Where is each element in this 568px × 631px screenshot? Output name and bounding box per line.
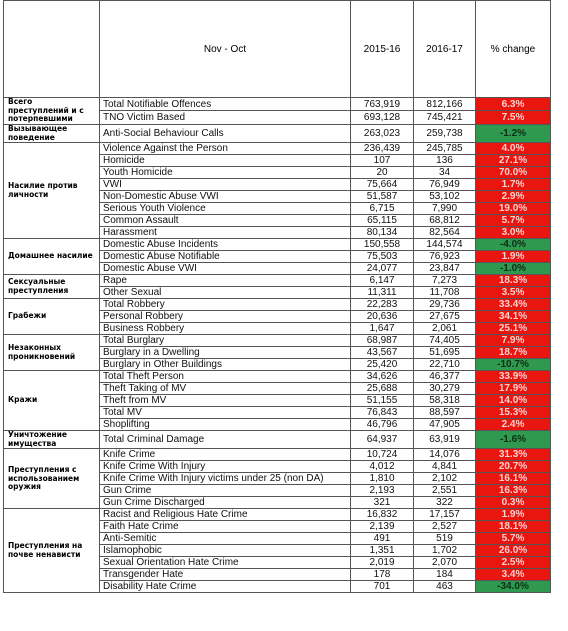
category-label: Преступления на почве ненависти: [4, 509, 100, 593]
value-2016-17: 745,421: [414, 111, 476, 124]
value-2015-16: 2,193: [351, 485, 414, 497]
value-2015-16: 46,796: [351, 419, 414, 431]
metric-name: Knife Crime With Injury: [100, 461, 351, 473]
value-2016-17: 46,377: [414, 371, 476, 383]
value-2015-16: 763,919: [351, 98, 414, 111]
value-2016-17: 812,166: [414, 98, 476, 111]
metric-name: Total MV: [100, 407, 351, 419]
percent-change: -1.2%: [476, 124, 551, 142]
value-2015-16: 1,647: [351, 323, 414, 335]
percent-change: 3.4%: [476, 569, 551, 581]
percent-change: 19.0%: [476, 203, 551, 215]
metric-name: Homicide: [100, 155, 351, 167]
value-2016-17: 76,923: [414, 251, 476, 263]
table-row: [4, 335, 551, 347]
category-label: Всего преступлений и с потерпевшими: [4, 98, 100, 125]
category-label: Грабежи: [4, 299, 100, 335]
value-2015-16: 491: [351, 533, 414, 545]
percent-change: 2.4%: [476, 419, 551, 431]
value-2015-16: 80,134: [351, 227, 414, 239]
value-2015-16: 6,715: [351, 203, 414, 215]
metric-name: Personal Robbery: [100, 311, 351, 323]
value-2016-17: 184: [414, 569, 476, 581]
metric-name: Total Notifiable Offences: [100, 98, 351, 111]
table-row: [4, 98, 551, 111]
percent-change: 18.7%: [476, 347, 551, 359]
value-2016-17: 7,273: [414, 275, 476, 287]
metric-name: Theft from MV: [100, 395, 351, 407]
percent-change: 18.1%: [476, 521, 551, 533]
metric-name: Domestic Abuse Notifiable: [100, 251, 351, 263]
value-2016-17: 144,574: [414, 239, 476, 251]
metric-name: Harassment: [100, 227, 351, 239]
percent-change: 16.3%: [476, 485, 551, 497]
category-label: Незаконных проникновений: [4, 335, 100, 371]
category-label: Вызывающее поведение: [4, 124, 100, 142]
metric-name: Anti-Social Behaviour Calls: [100, 124, 351, 142]
metric-name: Transgender Hate: [100, 569, 351, 581]
table-row: [4, 371, 551, 383]
percent-change: 31.3%: [476, 449, 551, 461]
metric-name: Faith Hate Crime: [100, 521, 351, 533]
value-2015-16: 75,664: [351, 179, 414, 191]
metric-name: Total Criminal Damage: [100, 431, 351, 449]
value-2016-17: 58,318: [414, 395, 476, 407]
percent-change: 7.5%: [476, 111, 551, 124]
value-2016-17: 1,702: [414, 545, 476, 557]
value-2016-17: 7,990: [414, 203, 476, 215]
value-2016-17: 29,736: [414, 299, 476, 311]
value-2015-16: 76,843: [351, 407, 414, 419]
value-2016-17: 136: [414, 155, 476, 167]
value-2015-16: 10,724: [351, 449, 414, 461]
metric-name: Theft Taking of MV: [100, 383, 351, 395]
value-2016-17: 74,405: [414, 335, 476, 347]
metric-name: Racist and Religious Hate Crime: [100, 509, 351, 521]
metric-name: Shoplifting: [100, 419, 351, 431]
header-2015-16: 2015-16: [351, 1, 414, 98]
percent-change: 14.0%: [476, 395, 551, 407]
value-2016-17: 2,551: [414, 485, 476, 497]
value-2016-17: 2,070: [414, 557, 476, 569]
percent-change: 17.9%: [476, 383, 551, 395]
table-row: [4, 239, 551, 251]
value-2016-17: 322: [414, 497, 476, 509]
percent-change: 33.9%: [476, 371, 551, 383]
header-row: [4, 1, 551, 98]
metric-name: Total Theft Person: [100, 371, 351, 383]
value-2016-17: 63,919: [414, 431, 476, 449]
value-2015-16: 16,832: [351, 509, 414, 521]
header-percent-change: % change: [476, 1, 551, 98]
value-2016-17: 245,785: [414, 143, 476, 155]
category-label: Домашнее насилие: [4, 239, 100, 275]
metric-name: Serious Youth Violence: [100, 203, 351, 215]
percent-change: 3.0%: [476, 227, 551, 239]
value-2016-17: 2,527: [414, 521, 476, 533]
value-2015-16: 11,311: [351, 287, 414, 299]
value-2015-16: 24,077: [351, 263, 414, 275]
value-2016-17: 2,102: [414, 473, 476, 485]
table-row: [4, 431, 551, 449]
header-period: Nov - Oct: [100, 1, 351, 98]
value-2015-16: 701: [351, 581, 414, 593]
value-2016-17: 519: [414, 533, 476, 545]
value-2015-16: 2,019: [351, 557, 414, 569]
percent-change: 5.7%: [476, 533, 551, 545]
percent-change: -34.0%: [476, 581, 551, 593]
value-2015-16: 43,567: [351, 347, 414, 359]
value-2016-17: 463: [414, 581, 476, 593]
value-2015-16: 51,155: [351, 395, 414, 407]
percent-change: 1.9%: [476, 251, 551, 263]
value-2015-16: 1,810: [351, 473, 414, 485]
table-row: [4, 299, 551, 311]
value-2015-16: 321: [351, 497, 414, 509]
percent-change: 70.0%: [476, 167, 551, 179]
percent-change: 27.1%: [476, 155, 551, 167]
value-2015-16: 25,688: [351, 383, 414, 395]
metric-name: Domestic Abuse VWI: [100, 263, 351, 275]
value-2015-16: 22,283: [351, 299, 414, 311]
category-label: Сексуальные преступления: [4, 275, 100, 299]
metric-name: Rape: [100, 275, 351, 287]
percent-change: -10.7%: [476, 359, 551, 371]
crime-statistics-table: [3, 0, 551, 593]
table-row: [4, 509, 551, 521]
value-2015-16: 4,012: [351, 461, 414, 473]
value-2016-17: 30,279: [414, 383, 476, 395]
percent-change: -1.6%: [476, 431, 551, 449]
percent-change: 4.0%: [476, 143, 551, 155]
percent-change: 16.1%: [476, 473, 551, 485]
percent-change: 34.1%: [476, 311, 551, 323]
value-2016-17: 14,076: [414, 449, 476, 461]
metric-name: Violence Against the Person: [100, 143, 351, 155]
value-2016-17: 23,847: [414, 263, 476, 275]
metric-name: Non-Domestic Abuse VWI: [100, 191, 351, 203]
metric-name: Total Burglary: [100, 335, 351, 347]
value-2015-16: 2,139: [351, 521, 414, 533]
category-label: Преступления с использованием оружия: [4, 449, 100, 509]
percent-change: 6.3%: [476, 98, 551, 111]
value-2016-17: 11,708: [414, 287, 476, 299]
value-2016-17: 88,597: [414, 407, 476, 419]
percent-change: -4.0%: [476, 239, 551, 251]
value-2015-16: 20: [351, 167, 414, 179]
percent-change: 18.3%: [476, 275, 551, 287]
value-2015-16: 51,587: [351, 191, 414, 203]
value-2015-16: 65,115: [351, 215, 414, 227]
header-blank-cell: [4, 1, 100, 98]
value-2015-16: 64,937: [351, 431, 414, 449]
metric-name: Youth Homicide: [100, 167, 351, 179]
category-label: Уничтожение имущества: [4, 431, 100, 449]
value-2015-16: 34,626: [351, 371, 414, 383]
table-row: [4, 124, 551, 142]
value-2016-17: 47,905: [414, 419, 476, 431]
value-2015-16: 107: [351, 155, 414, 167]
value-2015-16: 75,503: [351, 251, 414, 263]
value-2016-17: 76,949: [414, 179, 476, 191]
metric-name: Gun Crime: [100, 485, 351, 497]
metric-name: Islamophobic: [100, 545, 351, 557]
percent-change: 2.9%: [476, 191, 551, 203]
table-row: [4, 275, 551, 287]
value-2016-17: 53,102: [414, 191, 476, 203]
value-2015-16: 25,420: [351, 359, 414, 371]
header-2016-17: 2016-17: [414, 1, 476, 98]
percent-change: 2.5%: [476, 557, 551, 569]
percent-change: 33.4%: [476, 299, 551, 311]
metric-name: Common Assault: [100, 215, 351, 227]
value-2016-17: 82,564: [414, 227, 476, 239]
metric-name: Gun Crime Discharged: [100, 497, 351, 509]
table-row: [4, 449, 551, 461]
value-2015-16: 236,439: [351, 143, 414, 155]
metric-name: VWI: [100, 179, 351, 191]
percent-change: 15.3%: [476, 407, 551, 419]
percent-change: 7.9%: [476, 335, 551, 347]
value-2015-16: 693,128: [351, 111, 414, 124]
value-2015-16: 178: [351, 569, 414, 581]
percent-change: 0.3%: [476, 497, 551, 509]
value-2016-17: 2,061: [414, 323, 476, 335]
percent-change: 26.0%: [476, 545, 551, 557]
table-body: [4, 98, 551, 593]
metric-name: Burglary in Other Buildings: [100, 359, 351, 371]
value-2016-17: 4,841: [414, 461, 476, 473]
metric-name: Knife Crime With Injury victims under 25 (non DA): [100, 473, 351, 485]
category-label: Кражи: [4, 371, 100, 431]
metric-name: Total Robbery: [100, 299, 351, 311]
value-2016-17: 27,675: [414, 311, 476, 323]
value-2015-16: 150,558: [351, 239, 414, 251]
percent-change: 1.9%: [476, 509, 551, 521]
value-2015-16: 20,636: [351, 311, 414, 323]
value-2015-16: 263,023: [351, 124, 414, 142]
value-2016-17: 22,710: [414, 359, 476, 371]
metric-name: Anti-Semitic: [100, 533, 351, 545]
metric-name: Sexual Orientation Hate Crime: [100, 557, 351, 569]
value-2016-17: 259,738: [414, 124, 476, 142]
percent-change: -1.0%: [476, 263, 551, 275]
table-row: [4, 143, 551, 155]
value-2016-17: 34: [414, 167, 476, 179]
metric-name: Business Robbery: [100, 323, 351, 335]
value-2016-17: 17,157: [414, 509, 476, 521]
percent-change: 25.1%: [476, 323, 551, 335]
percent-change: 20.7%: [476, 461, 551, 473]
value-2015-16: 6,147: [351, 275, 414, 287]
value-2015-16: 1,351: [351, 545, 414, 557]
percent-change: 3.5%: [476, 287, 551, 299]
metric-name: Knife Crime: [100, 449, 351, 461]
category-label: Насилие против личности: [4, 143, 100, 239]
percent-change: 1.7%: [476, 179, 551, 191]
metric-name: Disability Hate Crime: [100, 581, 351, 593]
metric-name: Domestic Abuse Incidents: [100, 239, 351, 251]
metric-name: Other Sexual: [100, 287, 351, 299]
metric-name: Burglary in a Dwelling: [100, 347, 351, 359]
value-2016-17: 68,812: [414, 215, 476, 227]
percent-change: 5.7%: [476, 215, 551, 227]
metric-name: TNO Victim Based: [100, 111, 351, 124]
value-2016-17: 51,695: [414, 347, 476, 359]
value-2015-16: 68,987: [351, 335, 414, 347]
